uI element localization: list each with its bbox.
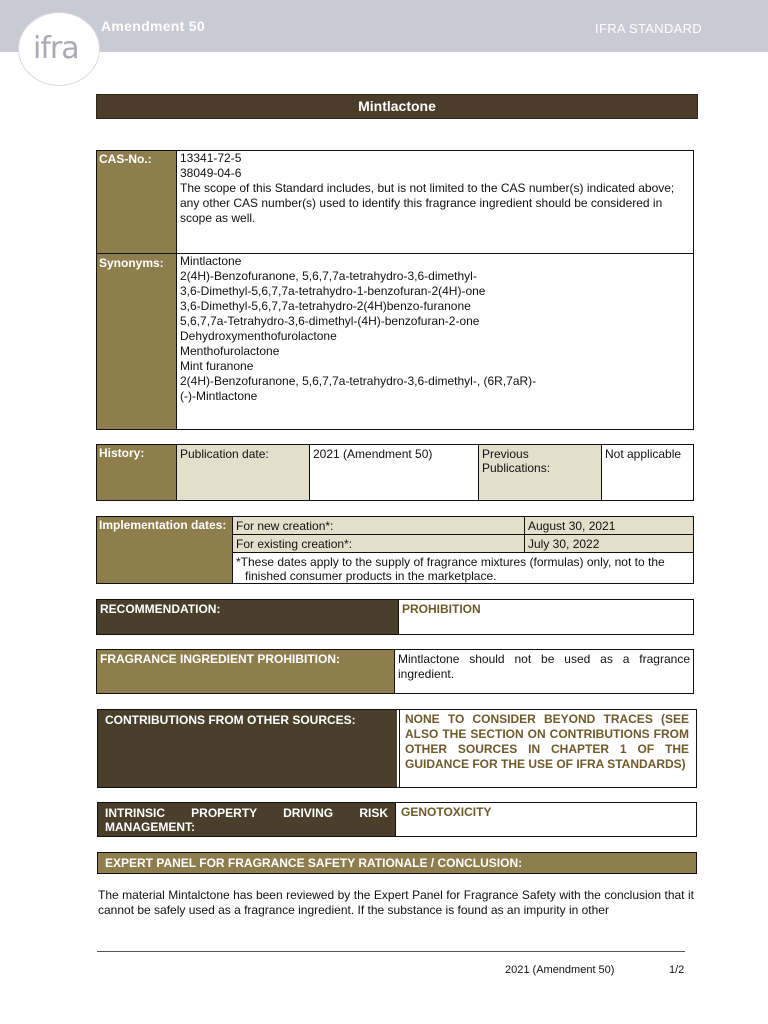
intrinsic-label [98,803,395,836]
footer-edition: 2021 (Amendment 50) [505,964,615,976]
synonym-item: (-)-Mintlactone [180,389,258,403]
footer-page-number: 1/2 [669,964,685,976]
synonym-item: 2(4H)-Benzofuranone, 5,6,7,7a-tetrahydro-3,6-dimethyl-, (6R,7aR)- [180,374,537,388]
synonyms-list [180,254,685,404]
existing-creation-label: For existing creation*: [232,535,524,553]
intrinsic-value: GENOTOXICITY [395,803,696,836]
recommendation-label: RECOMMENDATION: [97,600,398,634]
recommendation-row [96,599,694,635]
expert-rationale-text: The material Mintalctone has been reviewed by the Expert Panel for Fragrance Safety with the conclusion that it cannot be safely used as a fragrance ingredient. If the substance is found as an impurity in other [98,888,694,917]
implementation-note-line: finished consumer products in the marketplace. [245,569,497,583]
intrinsic-label-text: INTRINSIC PROPERTY DRIVING RISK MANAGEMENT: [105,806,388,834]
implementation-note [232,553,693,583]
synonym-item: 3,6-Dimethyl-5,6,7,7a-tetrahydro-2(4H)benzo-furanone [180,299,471,313]
recommendation-value: PROHIBITION [398,600,693,634]
history-label: History: [99,446,145,460]
contributions-label: CONTRIBUTIONS FROM OTHER SOURCES: [98,710,397,787]
standard-label: IFRA STANDARD [595,21,702,36]
synonym-item: Dehydroxymenthofurolactone [180,329,337,343]
contributions-value: NONE TO CONSIDER BEYOND TRACES (SEE ALSO THE SECTION ON CONTRIBUTIONS FROM OTHER SOURCES IN CHAPTER 1 OF THE GUIDANCE FOR THE USE OF IFRA STANDARDS) [399,710,694,787]
intrinsic-row [97,802,697,837]
cas-label: CAS-No.: [99,152,152,166]
new-creation-label: For new creation*: [232,517,524,535]
identity-table [96,150,694,430]
page-title: Mintlactone [96,94,698,119]
footer-rule [97,951,685,952]
synonym-item: 2(4H)-Benzofuranone, 5,6,7,7a-tetrahydro-3,6-dimethyl- [180,269,477,283]
prohibition-value: Mintlactone should not be used as a fragrance ingredient. [394,650,693,693]
cas-number: 38049-04-6 [180,166,242,180]
publication-date-value: 2021 (Amendment 50) [309,445,478,500]
new-creation-date: August 30, 2021 [524,517,693,535]
cas-values [180,151,680,226]
synonym-item: Mintlactone [180,254,242,268]
publication-date-label: Publication date: [176,445,309,500]
contributions-row [97,709,697,788]
expert-panel-label: EXPERT PANEL FOR FRAGRANCE SAFETY RATIONALE / CONCLUSION: [105,856,523,870]
implementation-label: Implementation dates: [99,518,227,532]
cas-scope-note: The scope of this Standard includes, but is not limited to the CAS number(s) indicated above; any other CAS number(s) used to identify this fragrance ingredient should be considered in scope as well. [180,181,675,225]
history-table [96,444,694,501]
prohibition-row [96,649,694,694]
expert-panel-header [97,852,697,874]
previous-publications-label: Previous Publications: [478,445,601,500]
cas-number: 13341-72-5 [180,151,242,165]
identity-label-column [97,151,176,429]
synonyms-label: Synonyms: [99,256,164,270]
prohibition-label: FRAGRANCE INGREDIENT PROHIBITION: [97,650,394,693]
synonym-item: 5,6,7,7a-Tetrahydro-3,6-dimethyl-(4H)-benzofuran-2-one [180,314,480,328]
existing-creation-date: July 30, 2022 [524,535,693,553]
header-band [0,0,768,52]
ifra-logo [18,12,100,86]
identity-divider [176,151,177,429]
implementation-table [96,516,694,584]
synonym-item: Menthofurolactone [180,344,280,358]
implementation-note-line: *These dates apply to the supply of fragrance mixtures (formulas) only, not to the [236,555,665,569]
amendment-label: Amendment 50 [101,18,205,34]
synonym-item: 3,6-Dimethyl-5,6,7,7a-tetrahydro-1-benzofuran-2(4H)-one [180,284,486,298]
logo-text: ifra [33,31,79,66]
previous-publications-value: Not applicable [601,445,693,500]
synonym-item: Mint furanone [180,359,254,373]
